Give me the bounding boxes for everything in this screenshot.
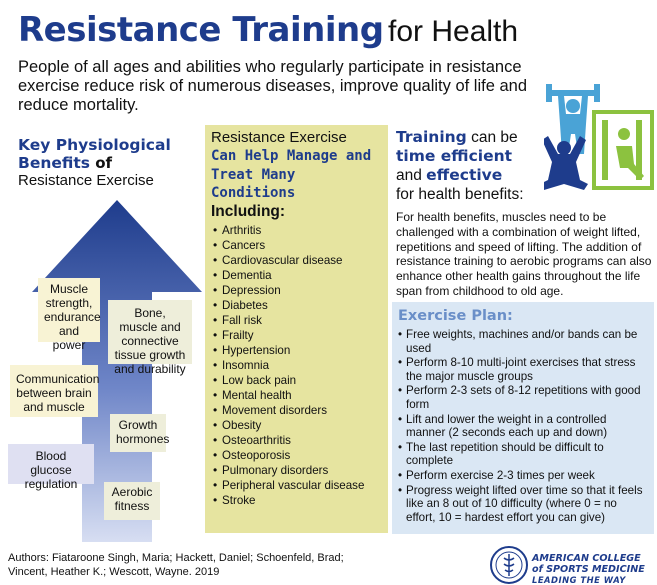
list-item: • The last repetition should be difficult to complete <box>398 441 648 468</box>
list-item: • Cardiovascular disease <box>211 253 382 268</box>
exercise-plan-list <box>398 328 648 524</box>
intro-text: People of all ages and abilities who regularly participate in resistance exercise reduce risk of numerous diseases, improve quality of life and reduce mortality. <box>18 58 527 114</box>
list-item: • Perform exercise 2-3 times per week <box>398 469 648 483</box>
benefits-heading-bold: Key Physiological Benefits <box>18 136 171 172</box>
training-effective: effective <box>426 166 503 184</box>
benefit-aerobic-fitness: Aerobic fitness <box>104 482 160 520</box>
list-item: • Movement disorders <box>211 403 382 418</box>
list-item: • Perform 8-10 multi-joint exercises that stress the major muscle groups <box>398 356 648 383</box>
training-and: and <box>396 167 427 184</box>
title-main: Resistance Training <box>18 10 384 50</box>
authors-line2: Vincent, Heather K.; Wescott, Wayne. 2019 <box>8 566 220 578</box>
exercise-plan-heading: Exercise Plan: <box>398 308 513 324</box>
conditions-heading-line2: Can Help Manage and Treat Many Conditions <box>211 148 372 201</box>
benefits-heading <box>18 136 203 190</box>
list-item: • Depression <box>211 283 382 298</box>
page-title <box>18 10 518 50</box>
list-item: • Low back pain <box>211 373 382 388</box>
list-item: • Free weights, machines and/or bands can be used <box>398 328 648 355</box>
exercise-plan-panel <box>392 302 654 534</box>
benefit-muscle-strength: Muscle strength, endurance and power <box>38 278 100 342</box>
training-for-health: for health benefits: <box>396 186 524 203</box>
conditions-heading-line1: Resistance Exercise <box>211 129 347 146</box>
conditions-list <box>211 223 382 508</box>
list-item: • Perform 2-3 sets of 8-12 repetitions with good form <box>398 384 648 411</box>
authors-line1: Authors: Fiataroone Singh, Maria; Hackett, Daniel; Schoenfeld, Brad; <box>8 552 344 564</box>
list-item: • Hypertension <box>211 343 382 358</box>
list-item: • Mental health <box>211 388 382 403</box>
list-item: • Lift and lower the weight in a controlled manner (2 seconds each up and down) <box>398 413 648 440</box>
training-word: Training <box>396 128 467 146</box>
benefits-heading-of: of <box>90 154 113 172</box>
training-time-efficient: time efficient <box>396 147 513 165</box>
list-item: • Stroke <box>211 493 382 508</box>
list-item: • Osteoporosis <box>211 448 382 463</box>
list-item: • Pulmonary disorders <box>211 463 382 478</box>
acsm-seal-icon <box>490 546 528 584</box>
benefits-heading-rest: Resistance Exercise <box>18 172 154 189</box>
list-item: • Obesity <box>211 418 382 433</box>
acsm-line1: AMERICAN COLLEGE <box>532 553 641 564</box>
list-item: • Insomnia <box>211 358 382 373</box>
list-item: • Arthritis <box>211 223 382 238</box>
benefit-growth-hormones: Growth hormones <box>110 414 166 452</box>
list-item: • Frailty <box>211 328 382 343</box>
benefit-blood-glucose: Blood glucose regulation <box>8 444 94 484</box>
list-item: • Dementia <box>211 268 382 283</box>
list-item: • Peripheral vascular disease <box>211 478 382 493</box>
list-item: • Cancers <box>211 238 382 253</box>
benefit-bone-muscle: Bone, muscle and connective tissue growth and durability <box>108 300 192 364</box>
training-canbe: can be <box>466 129 518 146</box>
acsm-line2: of SPORTS MEDICINE <box>532 563 645 575</box>
authors-credit <box>8 551 368 579</box>
training-heading <box>396 128 566 204</box>
benefit-brain-muscle: Communication between brain and muscle <box>10 365 98 417</box>
list-item: • Progress weight lifted over time so that it feels like an 8 out of 10 difficulty (where 0 = no effort, 10 = hardest effort you can give) <box>398 484 648 525</box>
list-item: • Diabetes <box>211 298 382 313</box>
list-item: • Fall risk <box>211 313 382 328</box>
acsm-tagline: LEADING THE WAY <box>532 575 626 585</box>
training-body-text: For health benefits, muscles need to be challenged with a combination of weight lifted, repetitions and speed of lifting. The addition of resistance training to aerobic programs can also enhance other health gains throughout the life span from childhood to old age. <box>396 210 652 298</box>
conditions-panel <box>205 125 388 533</box>
list-item: • Osteoarthritis <box>211 433 382 448</box>
acsm-logo <box>532 554 645 585</box>
conditions-including: Including: <box>211 202 286 220</box>
title-sub: for Health <box>388 15 519 48</box>
